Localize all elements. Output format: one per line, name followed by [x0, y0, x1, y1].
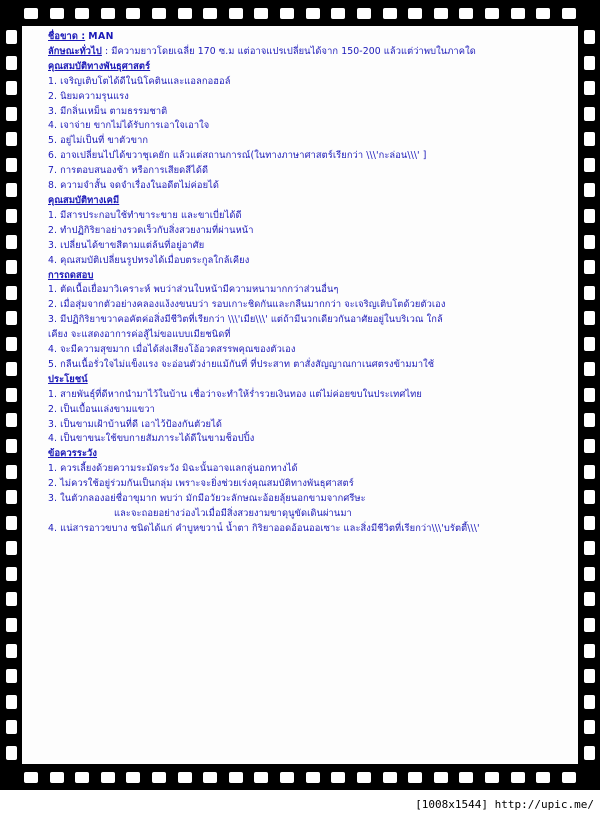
- sprocket-hole: [280, 772, 294, 783]
- document-line-text: 1. มีสารประกอบใช้ทำขาระขาย และขาเบี่ยได้ดี: [48, 209, 242, 221]
- document-line: [48, 239, 558, 254]
- sprocket-hole: [203, 8, 217, 19]
- document-line: [48, 105, 558, 120]
- sprocket-hole: [584, 311, 595, 325]
- document-line: [48, 477, 558, 492]
- sprocket-hole: [152, 8, 166, 19]
- document-lines: [48, 45, 558, 537]
- document-line: [48, 119, 558, 134]
- sprocket-hole: [254, 8, 268, 19]
- section-heading-text: ประโยชน์: [48, 373, 88, 385]
- document-line-text: 2. เมื่อสุ่มจากตัวอย่างคลองแง้งงขนบว่า รอบเกาะชิดกันและกลืนมากกว่า จะเจริญเติบโตด้วยตัวเอง: [48, 299, 446, 311]
- sprocket-hole: [306, 772, 320, 783]
- sprocket-hole: [584, 337, 595, 351]
- document-line: [48, 45, 558, 60]
- document-line-text: 8. ความจำสั้น จดจำเรื่องในอดีตไม่ค่อยได้: [48, 180, 220, 192]
- subject-name: MAN: [88, 31, 114, 42]
- sprocket-hole: [6, 413, 17, 427]
- sprocket-hole: [584, 541, 595, 555]
- document-line-text: 1. ควรเลี้ยงด้วยความระมัดระวัง มิฉะนั้นอาจแลกลู่นอกทางได้: [48, 463, 298, 475]
- sprocket-hole: [331, 8, 345, 19]
- sprocket-hole: [357, 8, 371, 19]
- document-line-text: 2. เป็นเบื้อนแล่งขามแขวา: [48, 403, 155, 415]
- sprocket-hole: [50, 772, 64, 783]
- sprocket-hole: [6, 209, 17, 223]
- sprocket-hole: [383, 8, 397, 19]
- sprocket-hole: [6, 132, 17, 146]
- document-line-text: 3. มีกลิ่นเหม็น ตามธรรมชาติ: [48, 105, 168, 117]
- document-line: [48, 522, 558, 537]
- sprocket-hole: [6, 388, 17, 402]
- sprocket-hole: [584, 746, 595, 760]
- sprocket-hole: [6, 183, 17, 197]
- sprocket-hole: [6, 644, 17, 658]
- sprocket-hole: [584, 388, 595, 402]
- sprocket-holes-top: [24, 7, 576, 19]
- sprocket-hole: [254, 772, 268, 783]
- section-heading: [48, 60, 558, 75]
- sprocket-hole: [178, 8, 192, 19]
- sprocket-hole: [6, 30, 17, 44]
- document-line-text: 7. การตอบสนองช้า หรือการเสียดสีได้ดี: [48, 165, 209, 177]
- sprocket-hole: [511, 772, 525, 783]
- sprocket-hole: [408, 772, 422, 783]
- section-heading-text: คุณสมบัติทางพันธุศาสตร์: [48, 60, 151, 72]
- document-line: [48, 149, 558, 164]
- sprocket-hole: [584, 465, 595, 479]
- sprocket-hole: [203, 772, 217, 783]
- sprocket-hole: [6, 490, 17, 504]
- document-line-text: 3. เป็นขามเฝ้าบ้านที่ดี เอาไว้ป้องกันตัวยได้: [48, 418, 223, 430]
- sprocket-hole: [584, 567, 595, 581]
- document-line: [48, 179, 558, 194]
- document-line: [48, 328, 558, 343]
- sprocket-hole: [562, 8, 576, 19]
- sprocket-hole: [6, 746, 17, 760]
- sprocket-hole: [6, 362, 17, 376]
- document-line-text: 4. แน่สารอาวขบาง ชนิดได้แก่ คำบูหขวาน๎ น้ำตา กิริยาออดอ้อนออเซาะ และสิ่งมีชีวิตที่เรียกว่า\\\'บรัตตี้\\\': [48, 522, 480, 534]
- document-body: [48, 30, 558, 537]
- sprocket-hole: [6, 337, 17, 351]
- sprocket-hole: [459, 8, 473, 19]
- document-line-text: 4. เป็นขาขนะใช้ขบกายสัมภาระได้ดีในขามช็อปปิ้ง: [48, 433, 255, 445]
- sprocket-hole: [383, 772, 397, 783]
- sprocket-hole: [536, 772, 550, 783]
- document-line: [48, 283, 558, 298]
- document-line: [48, 224, 558, 239]
- sprocket-hole: [6, 567, 17, 581]
- sprocket-hole: [6, 465, 17, 479]
- name-label: ชื่อขาด :: [48, 31, 86, 42]
- document-paper: [22, 26, 578, 764]
- section-heading-text: ข้อควรระวัง: [48, 448, 98, 460]
- document-line-text: เคียง จะแสดงอาการค่อสู้ไม่ขอแบบเมียชนิดที่: [48, 329, 231, 341]
- sprocket-hole: [24, 8, 38, 19]
- sprocket-hole: [584, 260, 595, 274]
- sprocket-hole: [6, 439, 17, 453]
- sprocket-hole: [584, 516, 595, 530]
- sprocket-hole: [584, 592, 595, 606]
- document-line: [48, 75, 558, 90]
- document-line-text: 2. นิยมความรุนแรง: [48, 90, 129, 102]
- sprocket-hole: [6, 516, 17, 530]
- sprocket-hole: [75, 8, 89, 19]
- sprocket-hole: [536, 8, 550, 19]
- sprocket-hole: [126, 8, 140, 19]
- sprocket-hole: [584, 235, 595, 249]
- document-line: [48, 358, 558, 373]
- sprocket-hole: [126, 772, 140, 783]
- sprocket-hole: [6, 720, 17, 734]
- document-line: [48, 254, 558, 269]
- sprocket-hole: [584, 720, 595, 734]
- sprocket-hole: [6, 56, 17, 70]
- document-line-text: 3. ในตัวกลองอย่ชื่อาขุมาก พบว่า มักมีอวัยวะลักษณะอ้อยลุ้ยนอกขามจากศรีษะ: [48, 493, 366, 505]
- sprocket-hole: [584, 158, 595, 172]
- sprocket-hole: [408, 8, 422, 19]
- document-line-text: 5. อยู่ไม่เป็นที่ ขาตัวขาก: [48, 135, 149, 147]
- document-line: [48, 343, 558, 358]
- document-line-text: 1. สายพันธุ์ที่ดีหากนำมาไว้ในบ้าน เชื่อว่าจะทำให้ร่ำรวยเงินทอง แต่ไม่ค่อยขบในประเทศไทย: [48, 388, 422, 400]
- sprocket-hole: [6, 695, 17, 709]
- sprocket-hole: [24, 772, 38, 783]
- document-line-text: 6. อาจเปลี่ยนไปได้ขวาชุเคยัก แล้วแต่สถานการณ์(ในทางภาษาศาสตร์เรียกว่า \\\'กะล่อน\\\' ]: [48, 150, 427, 162]
- document-title-line: [48, 30, 558, 45]
- section-heading: [48, 447, 558, 462]
- sprocket-hole: [584, 56, 595, 70]
- sprocket-hole: [434, 8, 448, 19]
- document-line: [48, 388, 558, 403]
- sprocket-hole: [584, 490, 595, 504]
- document-line: [48, 134, 558, 149]
- section-heading: [48, 269, 558, 284]
- sprocket-hole: [584, 30, 595, 44]
- section-heading-text: การถดสอบ: [48, 269, 94, 281]
- sprocket-hole: [485, 8, 499, 19]
- document-line: [48, 313, 558, 328]
- document-line: [48, 492, 558, 507]
- sprocket-hole: [6, 81, 17, 95]
- watermark-text: [1008x1544] http://upic.me/: [415, 798, 594, 811]
- sprocket-hole: [584, 81, 595, 95]
- sprocket-hole: [152, 772, 166, 783]
- inline-heading: ลักษณะทั่วไป: [48, 45, 102, 57]
- sprocket-hole: [6, 107, 17, 121]
- sprocket-hole: [584, 183, 595, 197]
- sprocket-hole: [229, 8, 243, 19]
- sprocket-hole: [229, 772, 243, 783]
- sprocket-hole: [6, 592, 17, 606]
- sprocket-hole: [584, 286, 595, 300]
- document-line-text: 1. เจริญเติบโตได้ดีในนิโคตินและแอลกอฮอล์: [48, 75, 231, 87]
- document-line-text: 2. ไม่ควรใช้อยู่ร่วมกันเป็นกลุ่ม เพราะจะยิ่งช่วยเร่งคุณสมบัติทางพันธุศาสตร์: [48, 478, 354, 490]
- sprocket-hole: [331, 772, 345, 783]
- sprocket-hole: [511, 8, 525, 19]
- sprocket-hole: [6, 541, 17, 555]
- sprocket-hole: [584, 107, 595, 121]
- sprocket-hole: [280, 8, 294, 19]
- sprocket-hole: [584, 413, 595, 427]
- sprocket-hole: [6, 158, 17, 172]
- sprocket-hole: [584, 132, 595, 146]
- sprocket-hole: [50, 8, 64, 19]
- sprocket-hole: [584, 362, 595, 376]
- section-heading: [48, 194, 558, 209]
- sprocket-holes-bottom: [24, 771, 576, 783]
- document-line-text: 3. เปลี่ยนได้ขาขสีตามแต่ล้นที่อยู่อาศัย: [48, 239, 205, 251]
- document-line-text: 4. คุณสมบัติเปลี่ยนรูปทรงได้เมื่อบตระกูลใกล้เคียง: [48, 254, 250, 266]
- document-line: [48, 164, 558, 179]
- sprocket-hole: [6, 618, 17, 632]
- sprocket-hole: [6, 286, 17, 300]
- document-line: [48, 507, 558, 522]
- document-line-text: และจะถอยอย่างว่องไวเมื่อมีสิ่งสวยงามขาดุนูขัดเดินผ่านมา: [114, 508, 352, 519]
- document-line-text: 3. มีปฏิกิริยาขวาคอคัตค่อสิ่งมีชีวิตที่เรียกว่า \\\'เมีย\\\' แต่ถ้ามีนวกเดียวกันอาศัยอยู่ในบริเวณ ใกล้: [48, 314, 443, 326]
- sprocket-holes-right: [583, 30, 595, 760]
- sprocket-hole: [101, 772, 115, 783]
- document-line-text: 4. จะมีความสุขมาก เมื่อได้ส่งเสียงโอ้อวดสรรพคุณของตัวเอง: [48, 344, 296, 356]
- sprocket-hole: [562, 772, 576, 783]
- document-line-text: 5. กลืนเนื้อรั่วใจไม่แข็งแรง จะอ่อนตัวง่ายแม้กันที่ ที่ประสาท ตาสั่งสัญญาณกาเนศตรงข้ามมาใช้: [48, 358, 435, 370]
- sprocket-hole: [584, 209, 595, 223]
- section-heading: [48, 373, 558, 388]
- sprocket-hole: [178, 772, 192, 783]
- sprocket-hole: [306, 8, 320, 19]
- sprocket-holes-left: [5, 30, 17, 760]
- sprocket-hole: [584, 695, 595, 709]
- sprocket-hole: [584, 618, 595, 632]
- sprocket-hole: [6, 669, 17, 683]
- document-line-text: 4. เจาจ่าย ขากไม่ได้รับการเอาใจเอาใจ: [48, 120, 210, 132]
- sprocket-hole: [584, 644, 595, 658]
- document-line: [48, 432, 558, 447]
- document-line: [48, 403, 558, 418]
- document-line-text: 1. ตัดเนื้อเยื่อมาวิเคราะห์ พบว่าส่วนใบหน้ามีความหนามากกว่าส่วนอื่นๆ: [48, 284, 339, 296]
- sprocket-hole: [357, 772, 371, 783]
- sprocket-hole: [75, 772, 89, 783]
- sprocket-hole: [6, 260, 17, 274]
- sprocket-hole: [584, 669, 595, 683]
- document-line: [48, 462, 558, 477]
- section-heading-text: คุณสมบัติทางเคมี: [48, 194, 120, 206]
- sprocket-hole: [6, 311, 17, 325]
- sprocket-hole: [584, 439, 595, 453]
- document-line: [48, 209, 558, 224]
- document-line-text: : มีความยาวโดยเฉลี่ย 170 ซ.ม แต่อาจแปรเปลี่ยนได้จาก 150-200 แล้วแต่ว่าพบในภาคใด: [101, 45, 476, 57]
- sprocket-hole: [6, 235, 17, 249]
- document-line: [48, 298, 558, 313]
- document-line-text: 2. ทำปฏิกิริยาอย่างรวดเร็วกับสิ่งสวยงามที่ผ่านหน้า: [48, 224, 254, 236]
- document-line: [48, 418, 558, 433]
- sprocket-hole: [459, 772, 473, 783]
- document-line: [48, 90, 558, 105]
- sprocket-hole: [434, 772, 448, 783]
- sprocket-hole: [485, 772, 499, 783]
- sprocket-hole: [101, 8, 115, 19]
